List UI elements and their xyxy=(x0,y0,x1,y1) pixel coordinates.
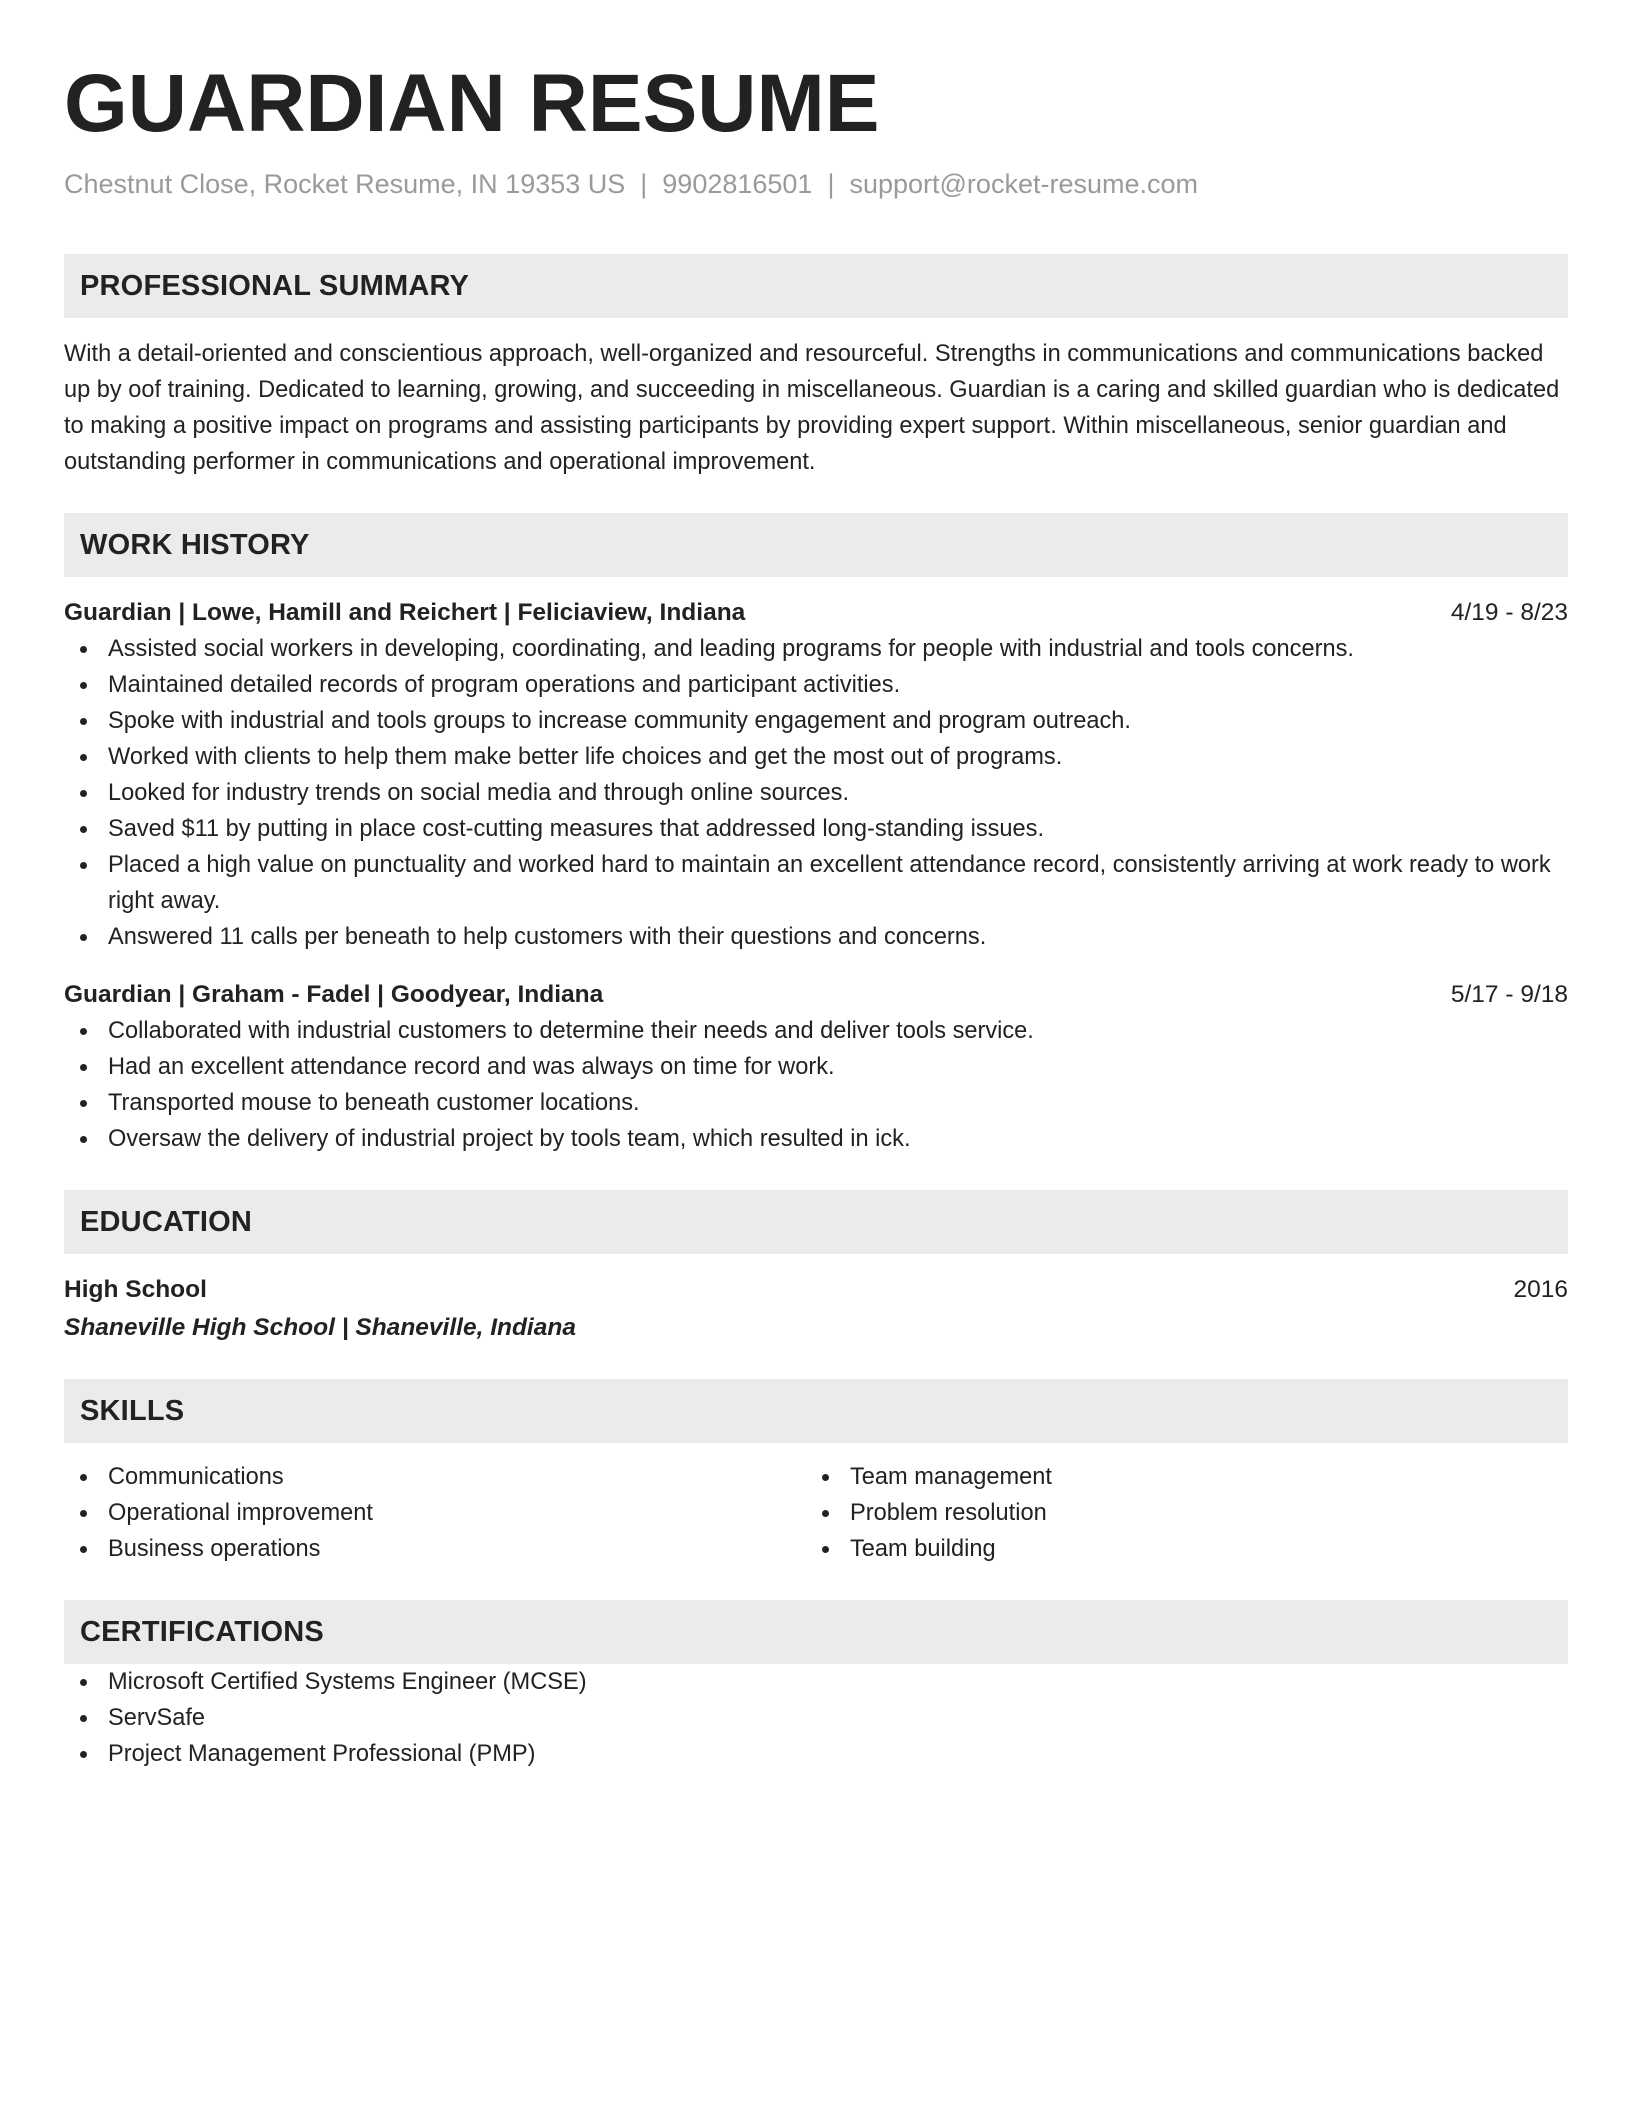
certification-item: ServSafe xyxy=(64,1700,1568,1736)
job-bullet: Oversaw the delivery of industrial project by tools team, which resulted in ick. xyxy=(64,1121,1568,1157)
job-dates: 5/17 - 9/18 xyxy=(1450,981,1568,1008)
job-bullet: Placed a high value on punctuality and worked hard to maintain an excellent attendance record, consistently arriving at work ready to work right away. xyxy=(64,847,1568,919)
job-bullet: Assisted social workers in developing, coordinating, and leading programs for people with industrial and tools concerns. xyxy=(64,631,1568,667)
job-title: Guardian | Graham - Fadel | Goodyear, Indiana xyxy=(64,981,604,1008)
certification-list xyxy=(64,1664,1568,1772)
contact-separator: | xyxy=(827,169,835,199)
skill-item: Operational improvement xyxy=(64,1495,806,1531)
resume-page xyxy=(64,0,1568,1772)
education-header xyxy=(64,1272,1568,1308)
section-heading-summary: PROFESSIONAL SUMMARY xyxy=(64,254,1568,318)
skills-grid xyxy=(64,1459,1568,1567)
section-heading-work-history: WORK HISTORY xyxy=(64,513,1568,577)
education-degree: High School xyxy=(64,1276,207,1303)
job-bullet: Saved $11 by putting in place cost-cutting measures that addressed long-standing issues. xyxy=(64,811,1568,847)
job-bullet: Spoke with industrial and tools groups to increase community engagement and program outreach. xyxy=(64,703,1568,739)
job-header xyxy=(64,977,1568,1013)
contact-line xyxy=(64,166,1568,202)
certification-item: Project Management Professional (PMP) xyxy=(64,1736,1568,1772)
skill-item: Communications xyxy=(64,1459,806,1495)
skill-item: Team building xyxy=(806,1531,1548,1567)
job-bullet: Looked for industry trends on social media and through online sources. xyxy=(64,775,1568,811)
job-bullet-list xyxy=(64,631,1568,955)
job-bullet-list xyxy=(64,1013,1568,1157)
job-bullet: Collaborated with industrial customers to determine their needs and deliver tools service. xyxy=(64,1013,1568,1049)
section-heading-certifications: CERTIFICATIONS xyxy=(64,1600,1568,1664)
summary-text: With a detail-oriented and conscientious approach, well-organized and resourceful. Strengths in communications and communications backed up by oof training. Dedicated to learning, growing, and succeeding in miscellaneous. Guardian is a caring and skilled guardian who is dedicated to making a positive impact on programs and assisting participants by providing expert support. Within miscellaneous, senior guardian and outstanding performer in communications and operational improvement. xyxy=(64,341,1560,475)
contact-separator: | xyxy=(640,169,648,199)
job-bullet: Had an excellent attendance record and was always on time for work. xyxy=(64,1049,1568,1085)
education-year: 2016 xyxy=(1513,1276,1568,1303)
resume-name: GUARDIAN RESUME xyxy=(64,58,880,149)
section-heading-education: EDUCATION xyxy=(64,1190,1568,1254)
skill-item: Business operations xyxy=(64,1531,806,1567)
education-school: Shaneville High School | Shaneville, Indiana xyxy=(64,1314,576,1341)
job-bullet: Answered 11 calls per beneath to help customers with their questions and concerns. xyxy=(64,919,1568,955)
contact-address: Chestnut Close, Rocket Resume, IN 19353 US xyxy=(64,169,626,199)
certification-item: Microsoft Certified Systems Engineer (MCSE) xyxy=(64,1664,1568,1700)
contact-phone: 9902816501 xyxy=(662,169,813,199)
section-heading-skills: SKILLS xyxy=(64,1379,1568,1443)
job-bullet: Maintained detailed records of program operations and participant activities. xyxy=(64,667,1568,703)
skills-column-right xyxy=(806,1459,1548,1567)
job-header xyxy=(64,595,1568,631)
skills-column-left xyxy=(64,1459,806,1567)
job-dates: 4/19 - 8/23 xyxy=(1450,599,1568,626)
job-bullet: Worked with clients to help them make better life choices and get the most out of programs. xyxy=(64,739,1568,775)
job-title: Guardian | Lowe, Hamill and Reichert | Feliciaview, Indiana xyxy=(64,599,746,626)
contact-email: support@rocket-resume.com xyxy=(849,169,1198,199)
skill-item: Problem resolution xyxy=(806,1495,1548,1531)
job-bullet: Transported mouse to beneath customer locations. xyxy=(64,1085,1568,1121)
skill-item: Team management xyxy=(806,1459,1548,1495)
